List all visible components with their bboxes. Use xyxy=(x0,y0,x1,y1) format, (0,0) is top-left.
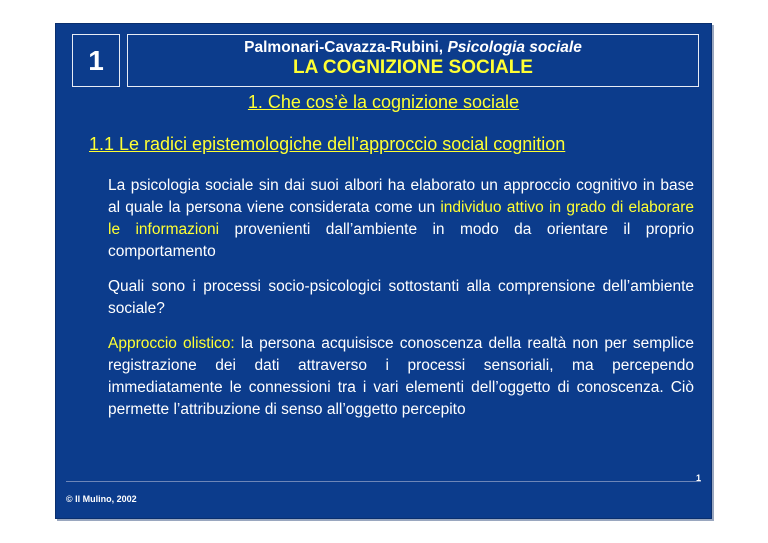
paragraph-1-text-end: provenienti dall’ambiente in modo da orientare il proprio comportamento xyxy=(108,221,694,260)
section-title: 1. Che cos’è la cognizione sociale xyxy=(247,92,520,112)
slide-number-box xyxy=(72,34,120,87)
chapter-title: LA COGNIZIONE SOCIALE xyxy=(293,57,533,78)
paragraph-1 xyxy=(108,175,694,263)
slide xyxy=(55,23,712,519)
subsection-title: 1.1 Le radici epistemologiche dell’approccio social cognition xyxy=(89,134,566,154)
title-box xyxy=(127,34,699,87)
page-number: 1 xyxy=(695,473,701,483)
paragraph-1-highlight: individuo attivo in grado di elaborare le informazioni xyxy=(108,199,694,238)
authors: Palmonari-Cavazza-Rubini, xyxy=(244,39,444,56)
title-authors-line xyxy=(128,39,698,57)
paragraph-2: Quali sono i processi socio-psicologici sottostanti alla comprensione dell’ambiente sociale? xyxy=(108,278,694,317)
copyright: © Il Mulino, 2002 xyxy=(66,494,137,504)
paragraph-3 xyxy=(108,333,694,421)
slide-number: 1 xyxy=(88,44,104,76)
paragraph-3-text: la persona acquisisce conoscenza della realtà non per semplice registrazione dei dati attraverso i processi sensoriali, ma percependo immediatamente le connessioni tra i vari elementi dell’oggetto di conoscenza. Ciò permette l’attribuzione di senso all’oggetto percepito xyxy=(108,335,695,418)
paragraph-1-text-start: La psicologia sociale sin dai suoi albori ha elaborato un approccio cognitivo in base al quale la persona viene considerata come un xyxy=(108,177,694,216)
paragraph-3-highlight: Approccio olistico: xyxy=(108,335,235,352)
book-title: Psicologia sociale xyxy=(447,39,582,56)
footer-divider xyxy=(66,481,701,482)
